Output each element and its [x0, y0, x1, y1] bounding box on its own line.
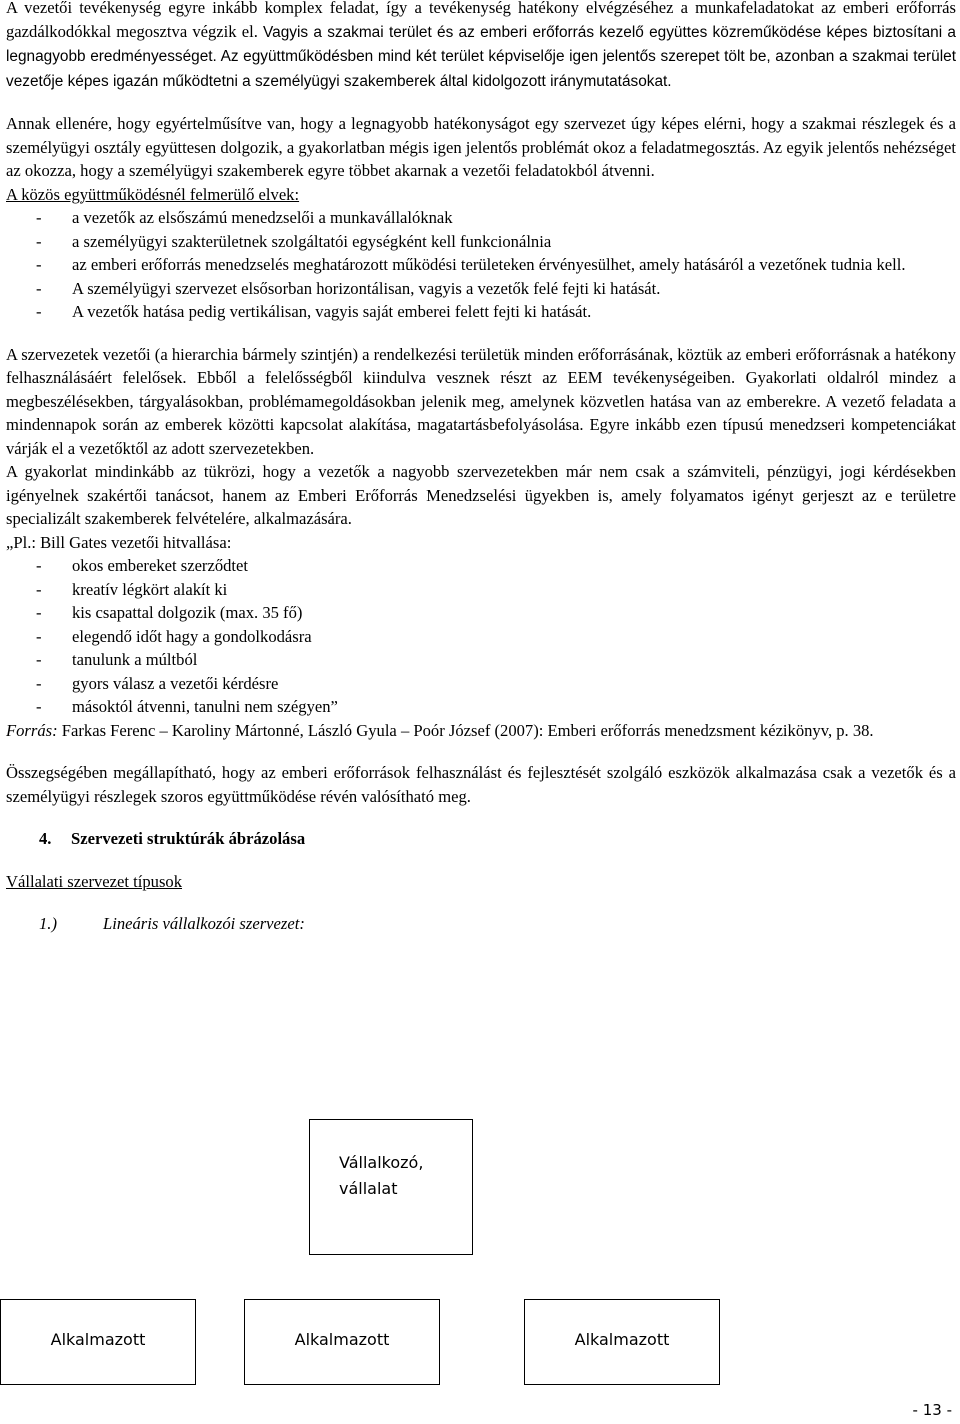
org-box-top	[309, 1119, 473, 1255]
list-item: - tanulunk a múltból	[6, 648, 956, 672]
org-box-top-line2: vállalat	[339, 1179, 398, 1198]
list-item: - A személyügyi szervezet elsősorban horizontálisan, vagyis a vezetők felé fejti ki hatását.	[6, 277, 956, 301]
list-item: - okos embereket szerződtet	[6, 554, 956, 578]
subsection-title	[6, 870, 956, 894]
paragraph-4: A gyakorlat mindinkább az tükrözi, hogy a vezetők a nagyobb szervezetekben már nem csak a számviteli, pénzügyi, jogi kérdésekben igényelnek szakértői tanácsot, hanem az Emberi Erőforrás Menedzselési ügyekben is, amely folyamatos igényt gerjeszt az e területre specializált szakemberek felvételére, alkalmazására.	[6, 462, 956, 528]
org-box-employee	[524, 1299, 720, 1385]
gates-list	[6, 554, 956, 719]
paragraph-2-a: Annak ellenére, hogy egyértelműsítve van, hogy a legnagyobb hatékonyságot egy szervezet úgy képes elérni, hogy a szakmai részlegek és a személyügyi osztály együttesen dolgozik, a gyakorlatban mégis igen jelentős problémát okoz a feladatmegosztás.	[6, 114, 956, 157]
item-title: Lineáris vállalkozói szervezet:	[103, 914, 305, 933]
list-item: - kreatív légkört alakít ki	[6, 578, 956, 602]
principles-title	[6, 183, 956, 207]
paragraph-2-b: Az egyik jelentős nehézséget az okozza, hogy a személyügyi szakemberek egyre többet akarnak a vezetői feladatokból átvenni.	[6, 137, 956, 180]
item-number: 1.)	[39, 914, 57, 933]
paragraph-1-serif: A vezetői tevékenység egyre inkább komplex feladat, így a tevékenység hatékony elvégzéséhez a munkafeladatokat az emberi erőforrás gazdálkodókkal megosztva végzik el.	[6, 0, 956, 41]
subsection-text: Vállalati szervezet típusok	[6, 871, 183, 891]
section-heading	[6, 827, 956, 851]
source-citation	[6, 719, 956, 743]
principles-title-text: A közös együttműködésnél felmerülő elvek:	[6, 184, 300, 204]
section-title: Szervezeti struktúrák ábrázolása	[71, 829, 306, 848]
list-item: - a személyügyi szakterületnek szolgáltatói egységként kell funkcionálnia	[6, 230, 956, 254]
list-item: - A vezetők hatása pedig vertikálisan, vagyis saját emberei felett fejti ki hatását.	[6, 300, 956, 324]
org-box-label: Alkalmazott	[574, 1330, 670, 1349]
text-body	[6, 0, 956, 936]
paragraph-3: A szervezetek vezetői (a hierarchia bármely szintjén) a rendelkezési területük minden erőforrásának, köztük az emberi erőforrásnak a hatékony felhasználásáért felelősek. Ebből a felelősségből kiindulva vesznek részt az EEM tevékenységeiben. Gyakorlati oldalról mindez a megbeszélésekben, tárgyalásokban, problémamegoldásokban jelenik meg, amelynek közvetlen hatása van az emberekre. A vezető feladata a mindennapok során az emberek közötti kapcsolat alakítása, magatartásbefolyásolása. Egyre inkább ezen típusú menedzseri kompetenciákat várják el a vezetőktől az adott szervezetekben.	[6, 344, 956, 458]
list-item: - elegendő időt hagy a gondolkodásra	[6, 625, 956, 649]
org-box-top-line1: Vállalkozó,	[339, 1153, 424, 1172]
paragraph-2	[6, 112, 956, 183]
org-box-label: Alkalmazott	[50, 1330, 146, 1349]
principles-list	[6, 206, 956, 324]
source-text: Farkas Ferenc – Karoliny Mártonné, László Gyula – Poór József (2007): Emberi erőforrás menedzsment kézikönyv, p. 38.	[57, 720, 874, 740]
section-number: 4.	[39, 829, 52, 848]
org-box-employee	[0, 1299, 196, 1385]
list-item: - a vezetők az elsőszámú menedzselői a munkavállalóknak	[6, 206, 956, 230]
paragraph-1	[6, 0, 956, 93]
item-heading	[6, 912, 956, 936]
gates-title: „Pl.: Bill Gates vezetői hitvallása:	[6, 532, 232, 552]
list-item: - az emberi erőforrás menedzselés meghatározott működési területeken érvényesülhet, amely hatásáról a vezetőnek tudnia kell.	[6, 253, 956, 277]
page-number: - 13 -	[912, 1401, 952, 1419]
org-box-employee	[244, 1299, 440, 1385]
org-box-label: Alkalmazott	[294, 1330, 390, 1349]
list-item: - gyors válasz a vezetői kérdésre	[6, 672, 956, 696]
paragraph-1-sans: Vagyis a szakmai terület és az emberi erőforrás kezelő együttes közreműködése képes biztosítani a legnagyobb eredményességet. Az együttműködésben mind két terület képviselője igen jelentős szerepet tölt be, azonban a szakmai terület vezetője képes igazán működtetni a személyügyi szakemberek által kidolgozott iránymutatásokat.	[6, 23, 956, 90]
source-label: Forrás:	[6, 720, 58, 740]
list-item: - másoktól átvenni, tanulni nem szégyen”	[6, 695, 956, 719]
org-diagram	[0, 1116, 960, 1386]
paragraph-5: Összegségében megállapítható, hogy az emberi erőforrások felhasználást és fejlesztését szolgáló eszközök alkalmazása csak a vezetők és a személyügyi részlegek szoros együttműködése révén valósítható meg.	[6, 763, 956, 806]
list-item: - kis csapattal dolgozik (max. 35 fő)	[6, 601, 956, 625]
